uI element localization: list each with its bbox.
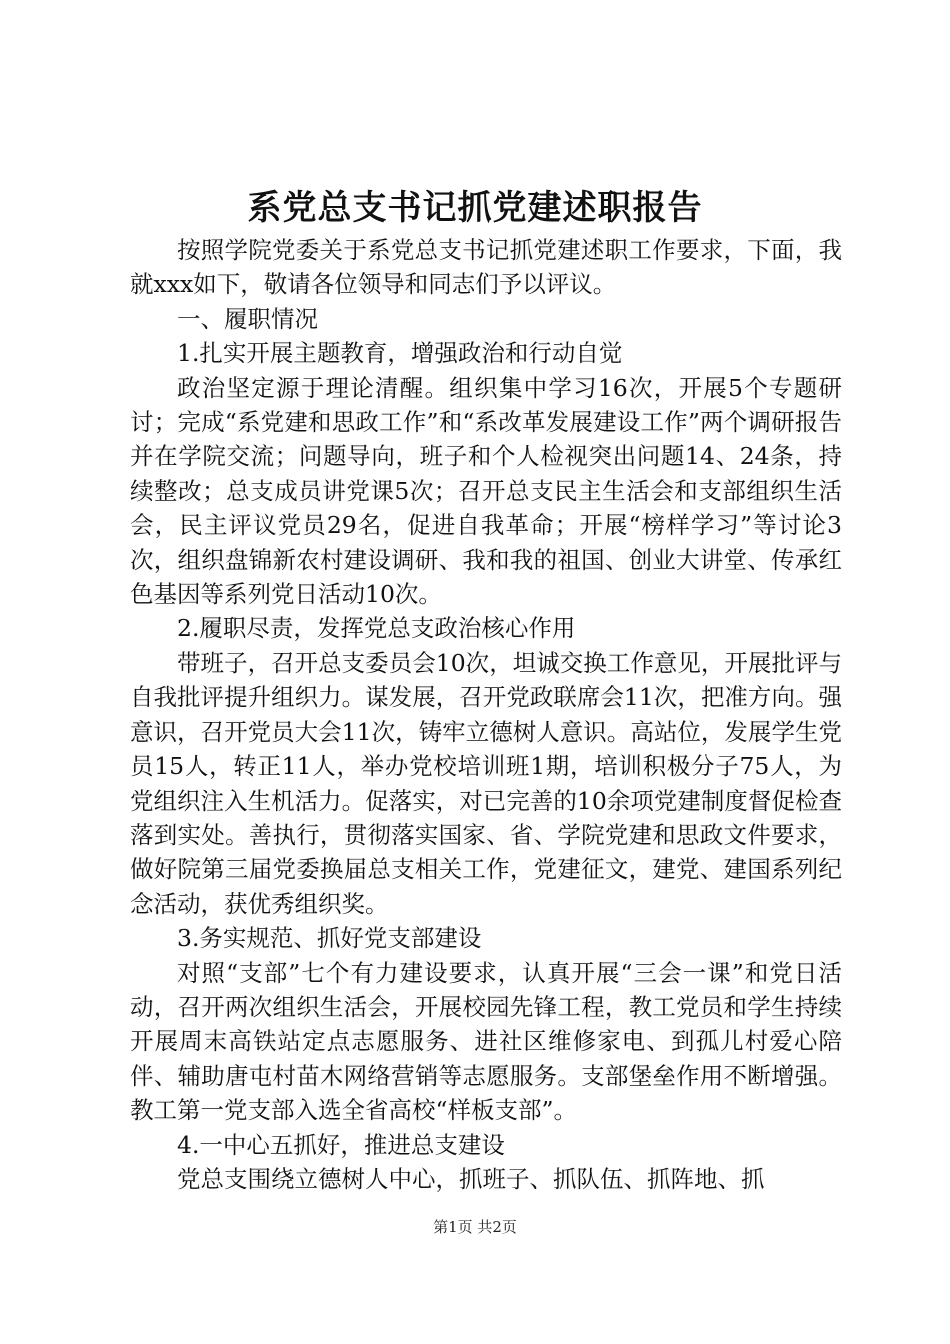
subsection-heading-4: 4.一中心五抓好，推进总支建设	[177, 1130, 505, 1159]
page-footer: 第1页 共2页	[433, 1218, 517, 1236]
paragraph-1: 政治坚定源于理论清醒。组织集中学习16次，开展5个专题研讨；完成“系党建和思政工作”和“系改革发展建设工作”两个调研报告并在学院交流；问题导向，班子和个人检视突出问题14、24条，持续整改；总支成员讲党课5次；召开总支民主生活会和支部组织生活会，民主评议党员29名，促进自我革命；开展“榜样学习”等讨论3次，组织盘锦新农村建设调研、我和我的祖国、创业大讲堂、传承红色基因等系列党日活动10次。	[130, 373, 842, 609]
paragraph-3: 对照“支部”七个有力建设要求，认真开展“三会一课”和党日活动，召开两次组织生活会，开展校园先锋工程，教工党员和学生持续开展周末高铁站定点志愿服务、进社区维修家电、到孤儿村爱心陪伴、辅助唐屯村苗木网络营销等志愿服务。支部堡垒作用不断增强。教工第一党支部入选全省高校“样板支部”。	[130, 958, 842, 1125]
paragraph-4: 党总支围绕立德树人中心，抓班子、抓队伍、抓阵地、抓	[177, 1164, 765, 1193]
section-heading: 一、履职情况	[177, 304, 318, 333]
subsection-heading-3: 3.务实规范、抓好党支部建设	[177, 924, 482, 953]
document-body	[130, 233, 842, 1196]
paragraph-2: 带班子，召开总支委员会10次，坦诚交换工作意见，开展批评与自我批评提升组织力。谋发展，召开党政联席会11次，把准方向。强意识，召开党员大会11次，铸牢立德树人意识。高站位，发展学生党员15人，转正11人，举办党校培训班1期，培训积极分子75人，为党组织注入生机活力。促落实，对已完善的10余项党建制度督促检查落到实处。善执行，贯彻落实国家、省、学院党建和思政文件要求，做好院第三届党委换届总支相关工作，党建征文，建党、建国系列纪念活动，获优秀组织奖。	[130, 648, 842, 918]
subsection-heading-1: 1.扎实开展主题教育，增强政治和行动自觉	[177, 339, 623, 368]
paragraph-intro: 按照学院党委关于系党总支书记抓党建述职工作要求，下面，我就xxx如下，敬请各位领导和同志们予以评议。	[130, 236, 842, 299]
document-title: 系党总支书记抓党建述职报告	[247, 188, 703, 228]
subsection-heading-2: 2.履职尽责，发挥党总支政治核心作用	[177, 614, 576, 643]
